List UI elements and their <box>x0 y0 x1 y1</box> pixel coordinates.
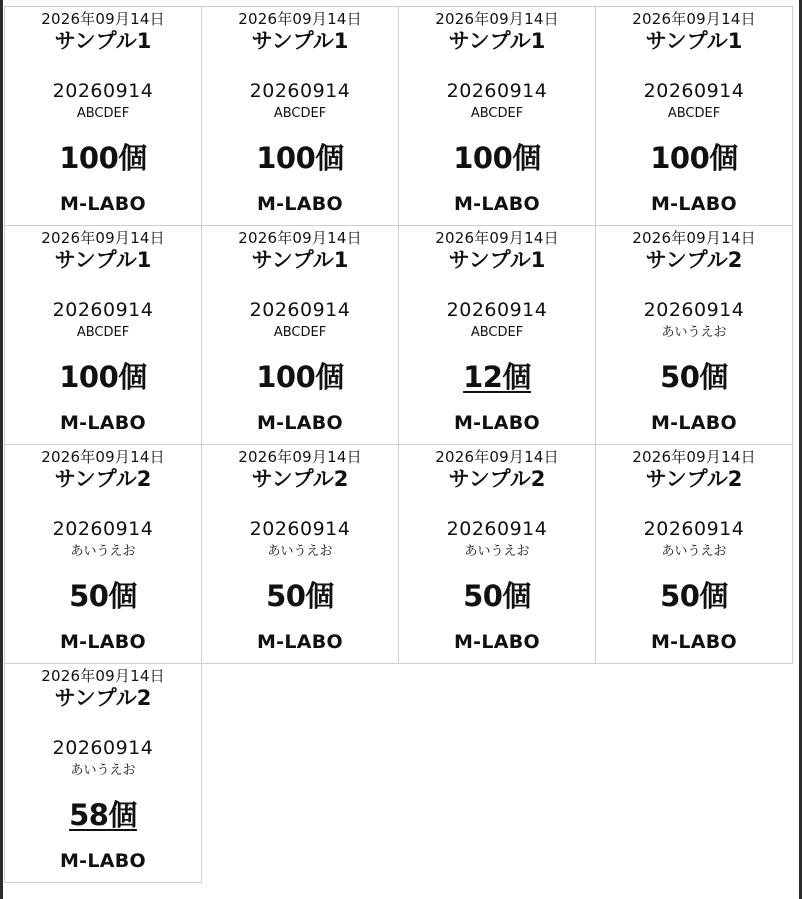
label-code: 20260914 <box>446 299 548 321</box>
label-quantity <box>5 796 201 834</box>
label-code: 20260914 <box>249 518 351 540</box>
label-product-name: サンプル2 <box>448 467 546 491</box>
label-quantity-text: 100個 <box>650 141 738 175</box>
label-maker: M-LABO <box>256 631 344 653</box>
label-quantity-text: 50個 <box>266 579 334 613</box>
label-maker: M-LABO <box>453 412 541 434</box>
product-label <box>4 6 202 226</box>
label-product-name: サンプル2 <box>54 686 152 710</box>
product-label <box>201 6 399 226</box>
label-code: 20260914 <box>643 80 745 102</box>
label-product-name: サンプル1 <box>54 248 152 272</box>
label-code: 20260914 <box>52 80 154 102</box>
label-quantity <box>596 139 792 177</box>
label-quantity-text: 100個 <box>256 360 344 394</box>
label-quantity-text: 100個 <box>59 141 147 175</box>
label-date: 2026年09月14日 <box>632 448 756 466</box>
label-maker: M-LABO <box>59 631 147 653</box>
label-date: 2026年09月14日 <box>632 229 756 247</box>
label-quantity-text: 50個 <box>463 579 531 613</box>
product-label <box>4 663 202 883</box>
label-quantity <box>202 139 398 177</box>
product-label <box>4 444 202 664</box>
label-product-name: サンプル2 <box>54 467 152 491</box>
label-sub-code: ABCDEF <box>273 106 327 121</box>
label-quantity <box>399 358 595 396</box>
label-product-name: サンプル1 <box>54 29 152 53</box>
label-quantity-text: 50個 <box>69 579 137 613</box>
product-label <box>398 6 596 226</box>
label-date: 2026年09月14日 <box>238 448 362 466</box>
label-product-name: サンプル2 <box>645 467 743 491</box>
label-sub-code: あいうえお <box>70 763 136 778</box>
label-code: 20260914 <box>643 518 745 540</box>
label-maker: M-LABO <box>453 193 541 215</box>
label-code: 20260914 <box>643 299 745 321</box>
label-quantity-text: 58個 <box>69 798 137 832</box>
label-maker: M-LABO <box>453 631 541 653</box>
label-quantity <box>399 577 595 615</box>
product-label <box>201 444 399 664</box>
label-sub-code: あいうえお <box>464 544 530 559</box>
label-date: 2026年09月14日 <box>435 229 559 247</box>
label-quantity-text: 100個 <box>453 141 541 175</box>
label-date: 2026年09月14日 <box>238 10 362 28</box>
product-label <box>201 225 399 445</box>
label-maker: M-LABO <box>650 631 738 653</box>
label-sub-code: あいうえお <box>661 544 727 559</box>
label-code: 20260914 <box>52 518 154 540</box>
label-quantity <box>596 358 792 396</box>
label-sub-code: あいうえお <box>661 325 727 340</box>
label-code: 20260914 <box>249 80 351 102</box>
label-sub-code: ABCDEF <box>273 325 327 340</box>
label-code: 20260914 <box>52 737 154 759</box>
product-label <box>398 225 596 445</box>
label-date: 2026年09月14日 <box>41 10 165 28</box>
label-sub-code: ABCDEF <box>470 325 524 340</box>
label-date: 2026年09月14日 <box>238 229 362 247</box>
label-product-name: サンプル1 <box>448 248 546 272</box>
label-quantity-text: 50個 <box>660 360 728 394</box>
label-product-name: サンプル2 <box>645 248 743 272</box>
label-sub-code: ABCDEF <box>667 106 721 121</box>
product-label <box>398 444 596 664</box>
label-quantity <box>5 358 201 396</box>
label-product-name: サンプル1 <box>251 29 349 53</box>
label-sub-code: ABCDEF <box>470 106 524 121</box>
label-sub-code: あいうえお <box>70 544 136 559</box>
label-date: 2026年09月14日 <box>435 448 559 466</box>
window-edge-left <box>0 0 3 899</box>
label-quantity-text: 100個 <box>59 360 147 394</box>
label-quantity-text: 50個 <box>660 579 728 613</box>
label-sub-code: あいうえお <box>267 544 333 559</box>
label-product-name: サンプル1 <box>448 29 546 53</box>
label-quantity <box>399 139 595 177</box>
product-label <box>595 6 793 226</box>
label-quantity <box>596 577 792 615</box>
label-maker: M-LABO <box>59 193 147 215</box>
label-quantity <box>5 139 201 177</box>
label-product-name: サンプル1 <box>645 29 743 53</box>
label-code: 20260914 <box>249 299 351 321</box>
label-date: 2026年09月14日 <box>41 229 165 247</box>
label-code: 20260914 <box>52 299 154 321</box>
label-quantity <box>5 577 201 615</box>
label-quantity-text: 12個 <box>463 360 531 394</box>
label-date: 2026年09月14日 <box>632 10 756 28</box>
label-maker: M-LABO <box>59 850 147 872</box>
label-code: 20260914 <box>446 80 548 102</box>
label-date: 2026年09月14日 <box>41 448 165 466</box>
product-label <box>595 444 793 664</box>
label-sub-code: ABCDEF <box>76 106 130 121</box>
label-quantity-text: 100個 <box>256 141 344 175</box>
label-maker: M-LABO <box>650 193 738 215</box>
label-maker: M-LABO <box>256 412 344 434</box>
label-date: 2026年09月14日 <box>41 667 165 685</box>
label-code: 20260914 <box>446 518 548 540</box>
label-grid <box>4 6 792 882</box>
label-sub-code: ABCDEF <box>76 325 130 340</box>
label-quantity <box>202 358 398 396</box>
label-maker: M-LABO <box>59 412 147 434</box>
label-product-name: サンプル1 <box>251 248 349 272</box>
label-date: 2026年09月14日 <box>435 10 559 28</box>
product-label <box>4 225 202 445</box>
product-label <box>595 225 793 445</box>
label-product-name: サンプル2 <box>251 467 349 491</box>
label-maker: M-LABO <box>650 412 738 434</box>
label-quantity <box>202 577 398 615</box>
label-maker: M-LABO <box>256 193 344 215</box>
